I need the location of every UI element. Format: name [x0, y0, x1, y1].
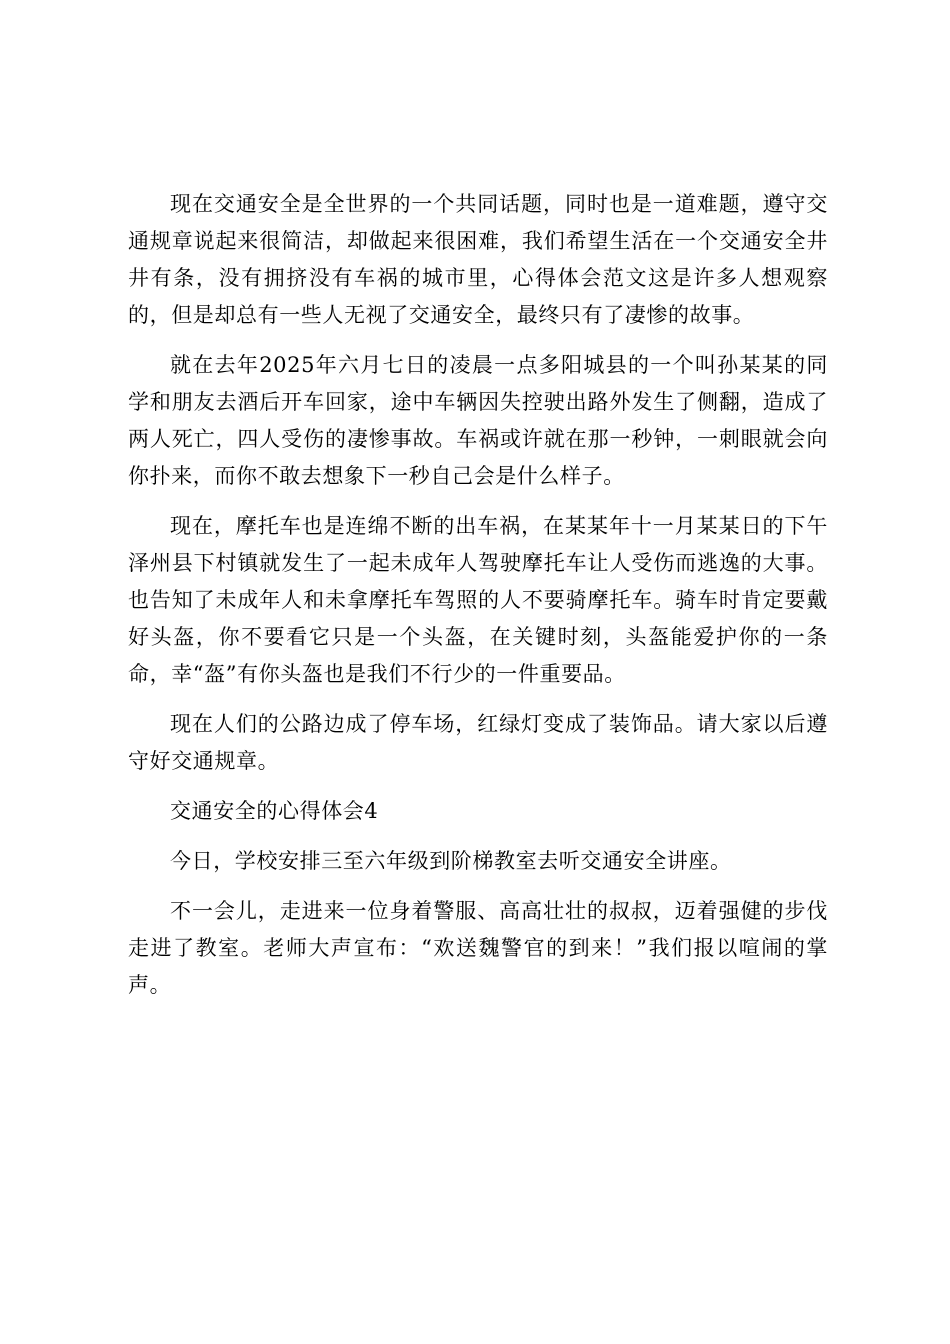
paragraph-motorcycle-accident: 现在，摩托车也是连绵不断的出车祸，在某某年十一月某某日的下午泽州县下村镇就发生了一起未成年人驾驶摩托车让人受伤而逃逸的大事。也告知了未成年人和未拿摩托车驾照的人不要骑摩托车。骑车时肯定要戴好头盔，你不要看它只是一个头盔，在关键时刻，头盔能爱护你的一条命，幸“盔”有你头盔也是我们不行少的一件重要品。	[128, 514, 828, 686]
paragraph-police-officer: 不一会儿，走进来一位身着警服、高高壮壮的叔叔，迈着强健的步伐走进了教室。老师大声宣布：“欢送魏警官的到来！”我们报以喧闹的掌声。	[128, 899, 828, 997]
paragraph-traffic-safety-topic: 现在交通安全是全世界的一个共同话题，同时也是一道难题，遵守交通规章说起来很简洁，却做起来很困难，我们希望生活在一个交通安全井井有条，没有拥挤没有车祸的城市里，心得体会范文这是许多人想观察的，但是却总有一些人无视了交通安全，最终只有了凄惨的故事。	[128, 192, 828, 327]
section-heading: 交通安全的心得体会4	[170, 799, 379, 823]
paragraph-road-parking: 现在人们的公路边成了停车场，红绿灯变成了装饰品。请大家以后遵守好交通规章。	[128, 712, 828, 773]
document-body	[128, 186, 828, 1004]
paragraph-drunk-driving-accident: 就在去年2025年六月七日的凌晨一点多阳城县的一个叫孙某某的同学和朋友去酒后开车回家，途中车辆因失控驶出路外发生了侧翻，造成了两人死亡，四人受伤的凄惨事故。车祸或许就在那一秒钟，一刺眼就会向你扑来，而你不敢去想象下一秒自己会是什么样子。	[128, 353, 828, 488]
paragraph-school-lecture: 今日，学校安排三至六年级到阶梯教室去听交通安全讲座。	[170, 849, 732, 873]
